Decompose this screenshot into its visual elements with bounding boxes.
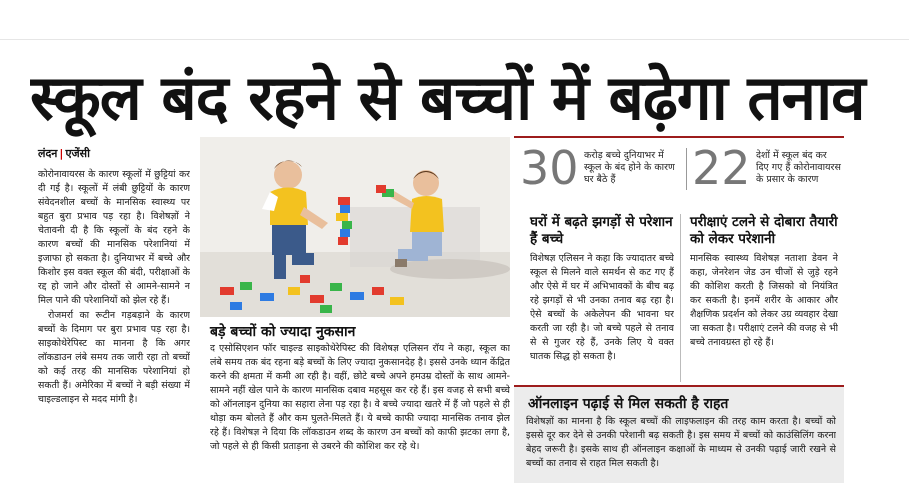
stat-children	[520, 142, 682, 194]
stat-description: देशों में स्कूल बंद कर दिए गए हैं कोरोनावायरस के प्रसार के कारण	[756, 150, 841, 185]
page-top-band	[0, 0, 909, 40]
stat-number: 30	[520, 141, 579, 195]
section-fights-title: घरों में बढ़ते झगड़ों से परेशान हैं बच्चे	[530, 214, 673, 247]
online-study-box	[514, 385, 844, 483]
byline-separator: |	[59, 147, 64, 160]
stat-divider	[686, 148, 687, 190]
section-fights-text: विशेषज्ञ एलिसन ने कहा कि ज्यादातर बच्चे स्कूल से मिलने वाले समर्थन से कट गए हैं और ऐसे में घर में अभिभावकों के बीच बढ़ रहे झगड़ों से भी उनका तनाव बढ़ रहा है। ऐसे बच्चों के अकेलेपन की भावना घर करती जा रही है। जो बच्चे पहले से तनाव से से गुजर रहे हैं, उनके लिए ये वक्त घातक सिद्ध हो सकता है।	[530, 253, 674, 362]
section-online-text: विशेषज्ञों का मानना है कि स्कूल बच्चों की लाइफलाइन की तरह काम करता है। बच्चों को इससे दूर कर देने से उनकी परेशानी बढ़ सकती है। इस समय में बच्चों को काउंसिलिंग करना बेहद जरूरी है। इसके साथ ही ऑनलाइन कक्षाओं के माध्यम से उनकी पढ़ाई जारी रखने से बच्चों का तनाव से राहत मिल सकती है।	[526, 416, 836, 469]
byline-agency: एजेंसी	[65, 147, 90, 160]
children-playing-blocks-illustration	[200, 137, 510, 317]
byline-place: लंदन	[38, 147, 58, 160]
left-paragraph: रोजमर्रा का रूटीन गड़बड़ाने के कारण बच्चों के दिमाग पर बुरा प्रभाव पड़ रहा है। साइकोथेरेपिस्ट का मानना है कि अगर लॉकडाउन लंबे समय तक जारी रहा तो बच्चों को कई तरह की मानसिक परेशानियां हो सकती हैं। अमेरिका में बच्चों ने बड़ी संख्या में चाइल्डलाइन से मदद मांगी है।	[38, 310, 190, 405]
byline	[38, 146, 198, 161]
section-older-text: द एसोसिएशन फॉर चाइल्ड साइकोथेरेपिस्ट की विशेषज्ञ एलिसन रॉय ने कहा, स्कूल का लंबे समय तक बंद रहना बड़े बच्चों के लिए ज्यादा नुकसानदेह है। इससे उनके ध्यान केंद्रित करने की क्षमता में कमी आ रही है। वहीं, छोटे बच्चे अपने हमउम्र दोस्तों के साथ आमने-सामने नहीं खेल पाने के कारण मानसिक दबाव महसूस कर रहे हैं। इस वजह से सभी बच्चे को ऑनलाइन दुनिया का सहारा लेना पड़ रहा है। वे बच्चे ज्यादा खतरे में हैं जो पहले से ही थोड़ा कम बोलते हैं और कम घुलते-मिलते हैं। ये बच्चे काफी ज्यादा मानसिक तनाव झेल रहे हैं। विशेषज्ञ ने दिया कि लॉकडाउन शब्द के कारण उन बच्चों को काफी झटका लगा है, जो पहले से ही किसी प्रताड़ना से उबरने की कोशिश कर रहे थे।	[210, 343, 510, 452]
headline: स्कूल बंद रहने से बच्चों में बढ़ेगा तनाव	[30, 61, 865, 134]
article-photo	[200, 137, 510, 317]
stat-countries	[692, 142, 842, 194]
section-online-title: ऑनलाइन पढ़ाई से मिल सकती है राहत	[528, 396, 729, 412]
left-paragraph: कोरोनावायरस के कारण स्कूलों में छुट्टियां कर दी गई है। स्कूलों में लंबी छुट्टियों के कारण संवेदनशील बच्चों के मानसिक स्वास्थ्य पर बहुत बुरा प्रभाव पड़ रहा है। विशेषज्ञों ने चेतावनी दी है कि स्कूलों के बंद रहने के कारण बच्चों की मानसिक परेशानियां में इजाफा हो सकता है। दुनियाभर में बच्चे और किशोर इस वक्त स्कूल की बंदी, परीक्षाओं के रद्द हो जाने और दोस्तों से आमने-सामने न मिल पाने की परेशानियों को झेल रहे हैं।	[38, 169, 190, 306]
section-older-title: बड़े बच्चों को ज्यादा नुकसान	[210, 324, 356, 340]
section-exams-text: मानसिक स्वास्थ्य विशेषज्ञ नताशा डेवन ने कहा, जेनरेशन जेड उन चीजों से जुड़े रहने की कोशिश करती है जिसको वो नियंत्रित कर सकती है। इनमें शरीर के आकार और शैक्षणिक प्रदर्शन को लेकर उग्र व्यवहार देखा जा सकता है। परीक्षाएं टलने की वजह से भी बच्चे तनावग्रस्त हो रहे हैं।	[690, 253, 838, 348]
stats-bar	[514, 136, 844, 196]
left-column	[38, 168, 190, 483]
stat-number: 22	[692, 141, 751, 195]
stat-description: करोड़ बच्चे दुनियाभर में स्कूल के बंद होने के कारण घर बैठे हैं	[584, 150, 675, 185]
column-divider	[680, 214, 681, 382]
section-exams-title: परीक्षाएं टलने से दोबारा तैयारी को लेकर परेशानी	[690, 214, 838, 247]
